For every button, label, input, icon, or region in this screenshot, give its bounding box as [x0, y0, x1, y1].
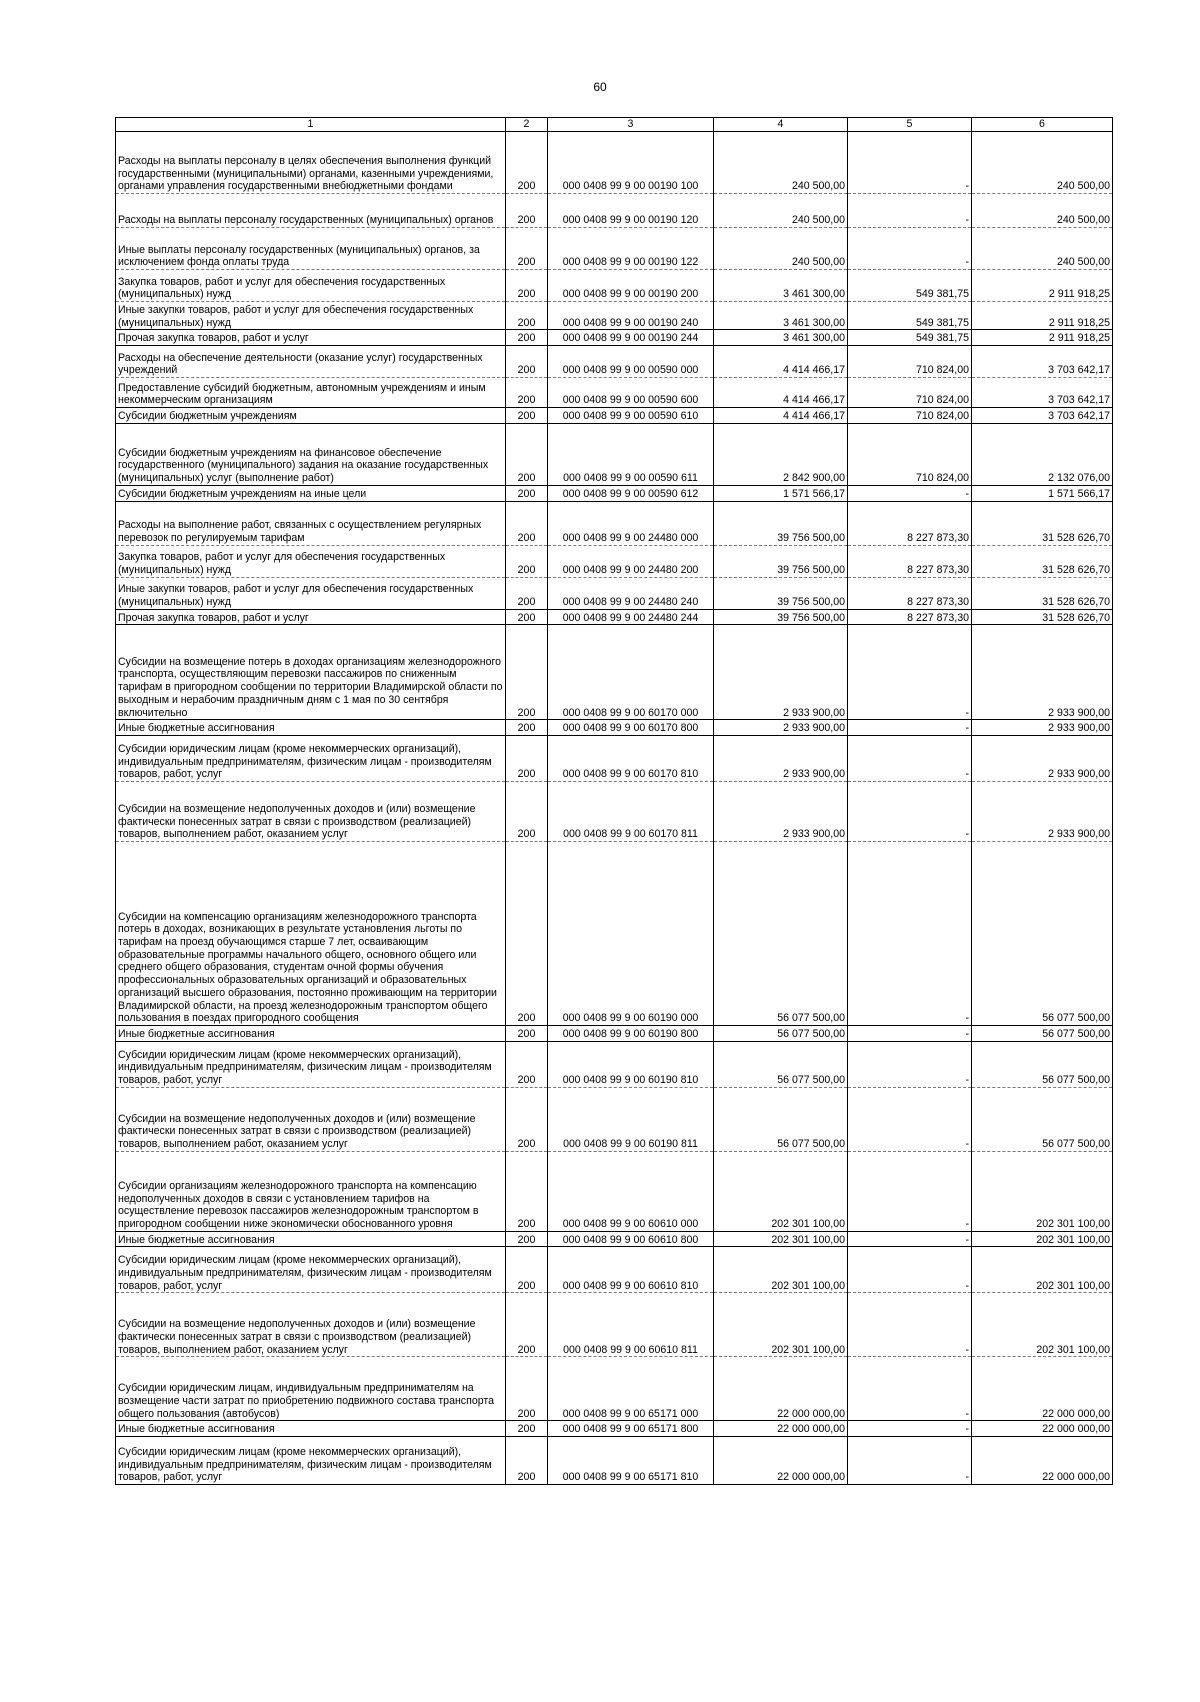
- row-unexecuted-amount: 22 000 000,00: [972, 1421, 1113, 1437]
- row-line-code: 200: [506, 1247, 548, 1293]
- row-approved-amount: 202 301 100,00: [714, 1151, 848, 1231]
- budget-execution-table: [115, 117, 1113, 1485]
- row-executed-amount: -: [848, 781, 972, 841]
- row-name: Субсидии юридическим лицам (кроме некоммерческих организаций), индивидуальным предпринимателям, физическим лицам - производителям товаров, работ, услуг: [116, 1247, 506, 1293]
- row-budget-code: 000 0408 99 9 00 60170 800: [548, 720, 714, 736]
- row-executed-amount: 549 381,75: [848, 330, 972, 346]
- row-executed-amount: 549 381,75: [848, 270, 972, 302]
- row-approved-amount: 39 756 500,00: [714, 609, 848, 625]
- row-approved-amount: 2 933 900,00: [714, 781, 848, 841]
- table-row: [116, 1041, 1113, 1087]
- row-approved-amount: 39 756 500,00: [714, 545, 848, 577]
- header-col-1: 1: [116, 118, 506, 132]
- row-name: Субсидии организациям железнодорожного транспорта на компенсацию недополученных доходов в связи с установлением тарифов на осуществление перевозок пассажиров железнодорожным транспортом в пригородном сообщении ниже экономически обоснованного уровня: [116, 1151, 506, 1231]
- table-row: [116, 1151, 1113, 1231]
- table-row: [116, 485, 1113, 501]
- row-executed-amount: -: [848, 1151, 972, 1231]
- row-executed-amount: 710 824,00: [848, 346, 972, 378]
- row-line-code: 200: [506, 841, 548, 1025]
- row-budget-code: 000 0408 99 9 00 60610 800: [548, 1231, 714, 1247]
- table-row: [116, 330, 1113, 346]
- row-approved-amount: 4 414 466,17: [714, 408, 848, 424]
- row-budget-code: 000 0408 99 9 00 60610 811: [548, 1293, 714, 1357]
- row-unexecuted-amount: 202 301 100,00: [972, 1247, 1113, 1293]
- row-executed-amount: -: [848, 132, 972, 194]
- row-budget-code: 000 0408 99 9 00 00190 200: [548, 270, 714, 302]
- row-executed-amount: -: [848, 194, 972, 228]
- row-unexecuted-amount: 56 077 500,00: [972, 1025, 1113, 1041]
- row-unexecuted-amount: 2 933 900,00: [972, 735, 1113, 781]
- row-line-code: 200: [506, 609, 548, 625]
- row-budget-code: 000 0408 99 9 00 00190 122: [548, 228, 714, 270]
- row-unexecuted-amount: 56 077 500,00: [972, 1041, 1113, 1087]
- row-name: Прочая закупка товаров, работ и услуг: [116, 609, 506, 625]
- row-line-code: 200: [506, 132, 548, 194]
- row-executed-amount: -: [848, 1293, 972, 1357]
- row-budget-code: 000 0408 99 9 00 00190 244: [548, 330, 714, 346]
- row-name: Субсидии на возмещение недополученных доходов и (или) возмещение фактически понесенных затрат в связи с производством (реализацией) товаров, выполнением работ, оказанием услуг: [116, 1087, 506, 1151]
- header-col-6: 6: [972, 118, 1113, 132]
- row-line-code: 200: [506, 1025, 548, 1041]
- header-row: [116, 118, 1113, 132]
- table-row: [116, 609, 1113, 625]
- row-approved-amount: 2 933 900,00: [714, 625, 848, 720]
- row-budget-code: 000 0408 99 9 00 00590 000: [548, 346, 714, 378]
- table-row: [116, 302, 1113, 330]
- row-approved-amount: 202 301 100,00: [714, 1247, 848, 1293]
- row-line-code: 200: [506, 625, 548, 720]
- row-unexecuted-amount: 2 911 918,25: [972, 270, 1113, 302]
- header-col-4: 4: [714, 118, 848, 132]
- row-approved-amount: 39 756 500,00: [714, 577, 848, 609]
- row-budget-code: 000 0408 99 9 00 00590 600: [548, 378, 714, 408]
- row-name: Иные закупки товаров, работ и услуг для обеспечения государственных (муниципальных) нужд: [116, 302, 506, 330]
- row-approved-amount: 2 933 900,00: [714, 720, 848, 736]
- table-row: [116, 1421, 1113, 1437]
- row-approved-amount: 2 933 900,00: [714, 735, 848, 781]
- table-row: [116, 423, 1113, 485]
- row-unexecuted-amount: 202 301 100,00: [972, 1293, 1113, 1357]
- row-budget-code: 000 0408 99 9 00 00590 611: [548, 423, 714, 485]
- table-row: [116, 720, 1113, 736]
- row-executed-amount: 710 824,00: [848, 423, 972, 485]
- row-name: Расходы на выплаты персоналу государственных (муниципальных) органов: [116, 194, 506, 228]
- row-approved-amount: 2 842 900,00: [714, 423, 848, 485]
- row-budget-code: 000 0408 99 9 00 24480 240: [548, 577, 714, 609]
- row-approved-amount: 4 414 466,17: [714, 378, 848, 408]
- row-line-code: 200: [506, 1357, 548, 1421]
- row-approved-amount: 4 414 466,17: [714, 346, 848, 378]
- row-unexecuted-amount: 22 000 000,00: [972, 1437, 1113, 1485]
- table-row: [116, 1357, 1113, 1421]
- row-name: Прочая закупка товаров, работ и услуг: [116, 330, 506, 346]
- table-row: [116, 270, 1113, 302]
- row-unexecuted-amount: 3 703 642,17: [972, 378, 1113, 408]
- table-row: [116, 346, 1113, 378]
- row-budget-code: 000 0408 99 9 00 60170 000: [548, 625, 714, 720]
- row-budget-code: 000 0408 99 9 00 65171 000: [548, 1357, 714, 1421]
- row-executed-amount: 710 824,00: [848, 378, 972, 408]
- row-approved-amount: 202 301 100,00: [714, 1231, 848, 1247]
- table-row: [116, 735, 1113, 781]
- row-name: Субсидии бюджетным учреждениям: [116, 408, 506, 424]
- table-row: [116, 1231, 1113, 1247]
- row-line-code: 200: [506, 194, 548, 228]
- row-budget-code: 000 0408 99 9 00 60190 000: [548, 841, 714, 1025]
- row-unexecuted-amount: 2 933 900,00: [972, 781, 1113, 841]
- row-budget-code: 000 0408 99 9 00 65171 800: [548, 1421, 714, 1437]
- page-number: 60: [593, 80, 607, 94]
- row-unexecuted-amount: 2 911 918,25: [972, 330, 1113, 346]
- row-unexecuted-amount: 22 000 000,00: [972, 1357, 1113, 1421]
- row-budget-code: 000 0408 99 9 00 60610 000: [548, 1151, 714, 1231]
- row-approved-amount: 3 461 300,00: [714, 270, 848, 302]
- row-approved-amount: 1 571 566,17: [714, 485, 848, 501]
- row-budget-code: 000 0408 99 9 00 00190 240: [548, 302, 714, 330]
- header-col-5: 5: [848, 118, 972, 132]
- row-budget-code: 000 0408 99 9 00 65171 810: [548, 1437, 714, 1485]
- row-line-code: 200: [506, 501, 548, 545]
- row-executed-amount: 710 824,00: [848, 408, 972, 424]
- row-name: Субсидии юридическим лицам, индивидуальным предпринимателям на возмещение части затрат по приобретению подвижного состава транспорта общего пользования (автобусов): [116, 1357, 506, 1421]
- row-unexecuted-amount: 1 571 566,17: [972, 485, 1113, 501]
- row-executed-amount: 8 227 873,30: [848, 501, 972, 545]
- row-budget-code: 000 0408 99 9 00 24480 000: [548, 501, 714, 545]
- row-executed-amount: -: [848, 1041, 972, 1087]
- row-line-code: 200: [506, 330, 548, 346]
- row-line-code: 200: [506, 270, 548, 302]
- table-row: [116, 1247, 1113, 1293]
- row-name: Субсидии на возмещение недополученных доходов и (или) возмещение фактически понесенных затрат в связи с производством (реализацией) товаров, выполнением работ, оказанием услуг: [116, 781, 506, 841]
- row-name: Закупка товаров, работ и услуг для обеспечения государственных (муниципальных) нужд: [116, 270, 506, 302]
- row-unexecuted-amount: 56 077 500,00: [972, 841, 1113, 1025]
- row-budget-code: 000 0408 99 9 00 00590 610: [548, 408, 714, 424]
- row-executed-amount: -: [848, 1247, 972, 1293]
- row-unexecuted-amount: 240 500,00: [972, 132, 1113, 194]
- row-budget-code: 000 0408 99 9 00 60190 811: [548, 1087, 714, 1151]
- row-line-code: 200: [506, 228, 548, 270]
- row-executed-amount: 549 381,75: [848, 302, 972, 330]
- row-unexecuted-amount: 31 528 626,70: [972, 609, 1113, 625]
- row-approved-amount: 240 500,00: [714, 194, 848, 228]
- row-name: Субсидии бюджетным учреждениям на финансовое обеспечение государственного (муниципального) задания на оказание государственных (муниципальных) услуг (выполнение работ): [116, 423, 506, 485]
- row-name: Расходы на выполнение работ, связанных с осуществлением регулярных перевозок по регулируемым тарифам: [116, 501, 506, 545]
- row-name: Иные бюджетные ассигнования: [116, 720, 506, 736]
- row-executed-amount: -: [848, 485, 972, 501]
- row-name: Иные бюджетные ассигнования: [116, 1025, 506, 1041]
- row-line-code: 200: [506, 302, 548, 330]
- table-row: [116, 408, 1113, 424]
- row-executed-amount: -: [848, 1357, 972, 1421]
- row-executed-amount: -: [848, 625, 972, 720]
- row-executed-amount: -: [848, 1421, 972, 1437]
- row-approved-amount: 56 077 500,00: [714, 1025, 848, 1041]
- table-row: [116, 378, 1113, 408]
- row-line-code: 200: [506, 720, 548, 736]
- row-budget-code: 000 0408 99 9 00 60170 811: [548, 781, 714, 841]
- row-executed-amount: -: [848, 1025, 972, 1041]
- row-executed-amount: 8 227 873,30: [848, 577, 972, 609]
- row-executed-amount: -: [848, 735, 972, 781]
- row-approved-amount: 56 077 500,00: [714, 1087, 848, 1151]
- table-row: [116, 501, 1113, 545]
- row-budget-code: 000 0408 99 9 00 00190 100: [548, 132, 714, 194]
- table-row: [116, 1087, 1113, 1151]
- row-budget-code: 000 0408 99 9 00 60190 810: [548, 1041, 714, 1087]
- row-line-code: 200: [506, 1293, 548, 1357]
- row-line-code: 200: [506, 545, 548, 577]
- row-line-code: 200: [506, 1421, 548, 1437]
- row-approved-amount: 22 000 000,00: [714, 1437, 848, 1485]
- row-executed-amount: -: [848, 1437, 972, 1485]
- row-approved-amount: 39 756 500,00: [714, 501, 848, 545]
- row-unexecuted-amount: 202 301 100,00: [972, 1151, 1113, 1231]
- row-budget-code: 000 0408 99 9 00 24480 200: [548, 545, 714, 577]
- row-unexecuted-amount: 31 528 626,70: [972, 577, 1113, 609]
- row-approved-amount: 240 500,00: [714, 228, 848, 270]
- row-approved-amount: 22 000 000,00: [714, 1357, 848, 1421]
- row-unexecuted-amount: 2 911 918,25: [972, 302, 1113, 330]
- table-row: [116, 625, 1113, 720]
- row-line-code: 200: [506, 1087, 548, 1151]
- row-name: Иные бюджетные ассигнования: [116, 1231, 506, 1247]
- row-executed-amount: -: [848, 228, 972, 270]
- row-line-code: 200: [506, 423, 548, 485]
- table-row: [116, 545, 1113, 577]
- row-line-code: 200: [506, 1041, 548, 1087]
- row-unexecuted-amount: 202 301 100,00: [972, 1231, 1113, 1247]
- table-row: [116, 781, 1113, 841]
- row-executed-amount: -: [848, 1087, 972, 1151]
- row-unexecuted-amount: 2 132 076,00: [972, 423, 1113, 485]
- row-budget-code: 000 0408 99 9 00 00590 612: [548, 485, 714, 501]
- table-row: [116, 1437, 1113, 1485]
- row-unexecuted-amount: 31 528 626,70: [972, 545, 1113, 577]
- row-name: Субсидии на компенсацию организациям железнодорожного транспорта потерь в доходах, возникающих в результате установления льготы по тарифам на проезд обучающимся старше 7 лет, осваивающим образовательные программы начального общего, основного общего или среднего общего образования, студентам очной формы обучения профессиональных образовательных организаций и образовательных организаций высшего образования, постоянно проживающим на территории Владимирской области, на проезд железнодорожным транспортом общего пользования в поездах пригородного сообщения: [116, 841, 506, 1025]
- row-unexecuted-amount: 31 528 626,70: [972, 501, 1113, 545]
- row-unexecuted-amount: 240 500,00: [972, 228, 1113, 270]
- row-line-code: 200: [506, 735, 548, 781]
- row-budget-code: 000 0408 99 9 00 00190 120: [548, 194, 714, 228]
- row-name: Иные выплаты персоналу государственных (муниципальных) органов, за исключением фонда оплаты труда: [116, 228, 506, 270]
- row-name: Иные закупки товаров, работ и услуг для обеспечения государственных (муниципальных) нужд: [116, 577, 506, 609]
- row-unexecuted-amount: 2 933 900,00: [972, 720, 1113, 736]
- row-budget-code: 000 0408 99 9 00 24480 244: [548, 609, 714, 625]
- row-name: Субсидии юридическим лицам (кроме некоммерческих организаций), индивидуальным предпринимателям, физическим лицам - производителям товаров, работ, услуг: [116, 1041, 506, 1087]
- table-row: [116, 1025, 1113, 1041]
- row-unexecuted-amount: 3 703 642,17: [972, 346, 1113, 378]
- row-line-code: 200: [506, 1437, 548, 1485]
- row-approved-amount: 3 461 300,00: [714, 330, 848, 346]
- row-name: Субсидии на возмещение потерь в доходах организациям железнодорожного транспорта, осуществляющим перевозки пассажиров по сниженным тарифам в пригородном сообщении по территории Владимирской области по выходным и нерабочим праздничным дням с 1 мая по 30 сентября включительно: [116, 625, 506, 720]
- row-executed-amount: -: [848, 720, 972, 736]
- header-col-3: 3: [548, 118, 714, 132]
- table-row: [116, 228, 1113, 270]
- row-unexecuted-amount: 56 077 500,00: [972, 1087, 1113, 1151]
- row-line-code: 200: [506, 485, 548, 501]
- row-name: Закупка товаров, работ и услуг для обеспечения государственных (муниципальных) нужд: [116, 545, 506, 577]
- row-line-code: 200: [506, 408, 548, 424]
- row-name: Субсидии бюджетным учреждениям на иные цели: [116, 485, 506, 501]
- row-name: Расходы на обеспечение деятельности (оказание услуг) государственных учреждений: [116, 346, 506, 378]
- row-line-code: 200: [506, 577, 548, 609]
- row-unexecuted-amount: 3 703 642,17: [972, 408, 1113, 424]
- row-name: Субсидии юридическим лицам (кроме некоммерческих организаций), индивидуальным предпринимателям, физическим лицам - производителям товаров, работ, услуг: [116, 1437, 506, 1485]
- table-row: [116, 194, 1113, 228]
- header-col-2: 2: [506, 118, 548, 132]
- table-header: [116, 118, 1113, 132]
- row-name: Иные бюджетные ассигнования: [116, 1421, 506, 1437]
- row-approved-amount: 22 000 000,00: [714, 1421, 848, 1437]
- table-row: [116, 1293, 1113, 1357]
- row-approved-amount: 56 077 500,00: [714, 841, 848, 1025]
- row-name: Предоставление субсидий бюджетным, автономным учреждениям и иным некоммерческим организациям: [116, 378, 506, 408]
- row-line-code: 200: [506, 1231, 548, 1247]
- row-name: Субсидии юридическим лицам (кроме некоммерческих организаций), индивидуальным предпринимателям, физическим лицам - производителям товаров, работ, услуг: [116, 735, 506, 781]
- row-budget-code: 000 0408 99 9 00 60610 810: [548, 1247, 714, 1293]
- table-row: [116, 577, 1113, 609]
- row-line-code: 200: [506, 781, 548, 841]
- row-approved-amount: 240 500,00: [714, 132, 848, 194]
- row-unexecuted-amount: 2 933 900,00: [972, 625, 1113, 720]
- row-line-code: 200: [506, 346, 548, 378]
- table-row: [116, 841, 1113, 1025]
- table-row: [116, 132, 1113, 194]
- row-budget-code: 000 0408 99 9 00 60170 810: [548, 735, 714, 781]
- row-line-code: 200: [506, 378, 548, 408]
- row-approved-amount: 56 077 500,00: [714, 1041, 848, 1087]
- row-approved-amount: 3 461 300,00: [714, 302, 848, 330]
- row-executed-amount: -: [848, 1231, 972, 1247]
- row-name: Субсидии на возмещение недополученных доходов и (или) возмещение фактически понесенных затрат в связи с производством (реализацией) товаров, выполнением работ, оказанием услуг: [116, 1293, 506, 1357]
- row-executed-amount: 8 227 873,30: [848, 545, 972, 577]
- row-budget-code: 000 0408 99 9 00 60190 800: [548, 1025, 714, 1041]
- row-approved-amount: 202 301 100,00: [714, 1293, 848, 1357]
- row-line-code: 200: [506, 1151, 548, 1231]
- row-unexecuted-amount: 240 500,00: [972, 194, 1113, 228]
- row-executed-amount: 8 227 873,30: [848, 609, 972, 625]
- table-body: [116, 132, 1113, 1485]
- row-executed-amount: -: [848, 841, 972, 1025]
- row-name: Расходы на выплаты персоналу в целях обеспечения выполнения функций государственными (муниципальными) органами, казенными учреждениями, органами управления государственными внебюджетными фондами: [116, 132, 506, 194]
